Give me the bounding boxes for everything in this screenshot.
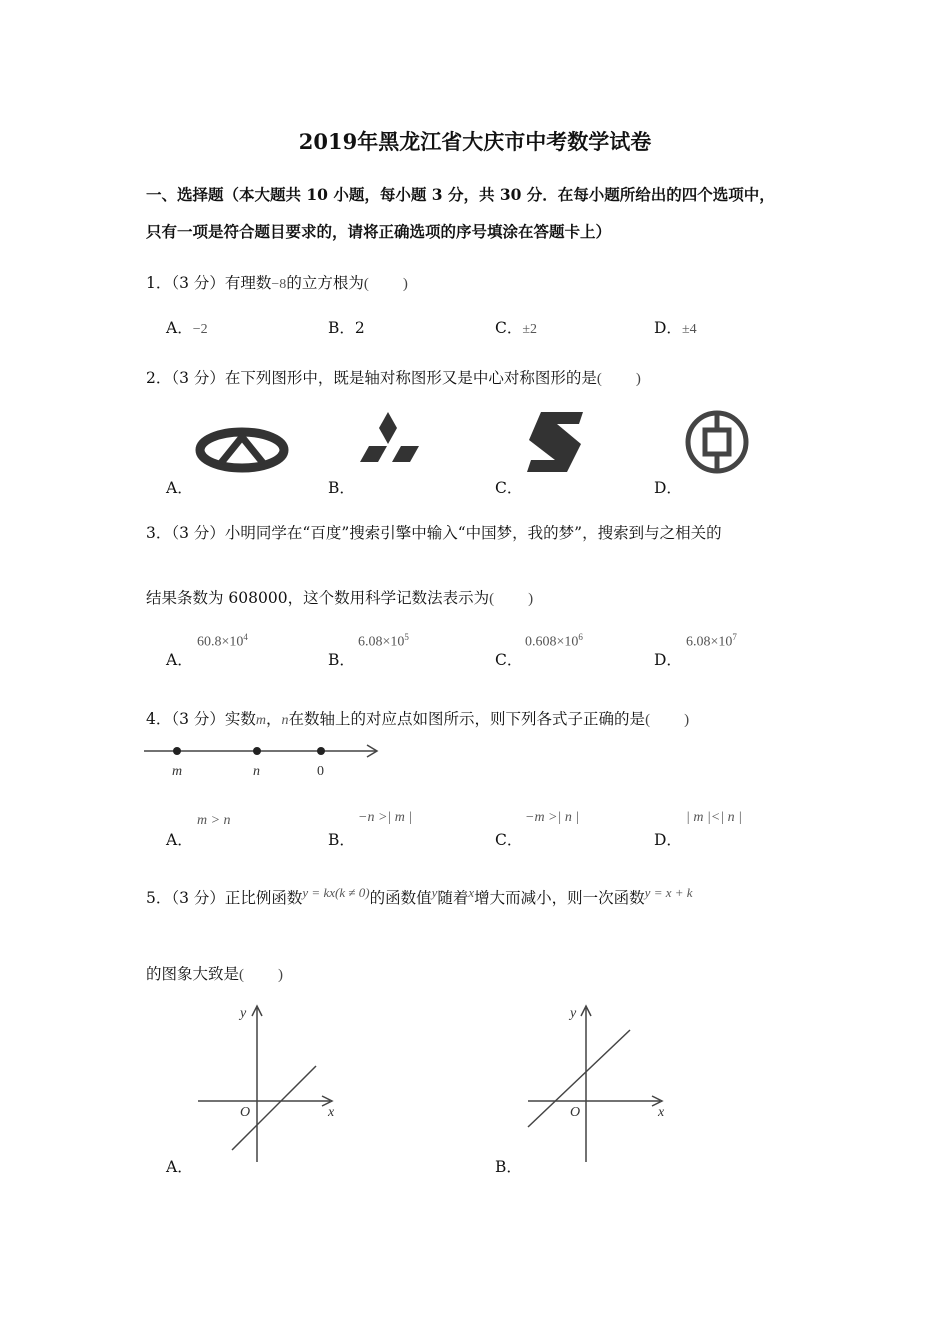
- q4-option-b-label[interactable]: B．: [328, 831, 355, 849]
- number-line-figure: [140, 738, 385, 780]
- q3-option-a-label[interactable]: A．: [166, 651, 193, 669]
- axis-label-zero: 0: [317, 764, 324, 779]
- svg-text:x: x: [658, 1105, 665, 1120]
- question-5-line1: 5．（3 分）正比例函数$^{y = kx(k \ne 0)}$的函数值$^y$随着$^x$增大而减小，则一次函数$^{y = x + k}$: [146, 885, 693, 907]
- q3-option-b-value: $6.08\times 10^5$: [358, 632, 409, 650]
- q2-option-a[interactable]: A．: [166, 479, 193, 497]
- question-2: 2．（3 分）在下列图形中，既是轴对称图形又是中心对称图形的是( ): [146, 369, 641, 387]
- question-3-line1: 3．（3 分）小明同学在“百度”搜索引擎中输入“中国梦，我的梦”，搜索到与之相关的: [146, 524, 722, 542]
- svg-text:y: y: [240, 1006, 247, 1021]
- question-1-stem: 1．（3 分）有理数: [146, 274, 272, 292]
- q3-option-d-value: $6.08\times 10^7$: [686, 632, 737, 650]
- q2-option-c[interactable]: C．: [495, 479, 523, 497]
- svg-text:O: O: [570, 1105, 581, 1120]
- q4-option-d-value: | m |<| n |: [686, 810, 742, 825]
- q3-option-d-label[interactable]: D．: [654, 651, 682, 669]
- q2-option-b[interactable]: B．: [328, 479, 355, 497]
- question-3-line2: 结果条数为 608000，这个数用科学记数法表示为( ): [146, 589, 534, 607]
- svg-text:y: y: [570, 1006, 577, 1021]
- coin-logo-figure: [683, 408, 751, 476]
- q5-option-b[interactable]: B．: [495, 1158, 522, 1176]
- q4-option-b-value: −n >| m |: [358, 810, 413, 825]
- q3-option-c-label[interactable]: C．: [495, 651, 523, 669]
- section-header-line1: 一、选择题（本大题共 10 小题，每小题 3 分，共 30 分．在每小题所给出的四个选项中，: [146, 185, 775, 204]
- infiniti-logo-figure: [195, 425, 290, 475]
- q4-option-a-label[interactable]: A．: [166, 831, 193, 849]
- axis-label-m: m: [172, 764, 183, 779]
- q1-option-a[interactable]: A．−2: [166, 319, 208, 337]
- svg-text:O: O: [240, 1105, 251, 1120]
- question-1: [146, 271, 408, 293]
- q2-option-d[interactable]: D．: [654, 479, 682, 497]
- question-1-number: −8: [271, 277, 287, 292]
- q4-option-c-value: −m >| n |: [525, 810, 580, 825]
- answer-blank-close: ): [402, 276, 408, 292]
- q4-option-a-value: m > n: [197, 813, 231, 828]
- mitsubishi-logo-figure: [356, 410, 420, 474]
- graph-b-figure: [520, 1000, 680, 1165]
- q3-option-a-value: $60.8\times 10^4$: [197, 632, 248, 650]
- axis-label-n: n: [253, 764, 260, 779]
- q1-option-b[interactable]: B．2: [328, 319, 365, 337]
- q1-option-d[interactable]: D．±4: [654, 319, 697, 337]
- graph-a-figure: [190, 1000, 350, 1165]
- q3-option-b-label[interactable]: B．: [328, 651, 355, 669]
- q1-option-c[interactable]: C．±2: [495, 319, 538, 337]
- question-4: 4．（3 分）实数m，n在数轴上的对应点如图所示，则下列各式子正确的是( ): [146, 710, 690, 728]
- point-n: [253, 747, 261, 755]
- question-1-tail: 的立方根为: [286, 274, 364, 292]
- svg-text:x: x: [328, 1105, 335, 1120]
- q5-option-a[interactable]: A．: [166, 1158, 193, 1176]
- suzuki-logo-figure: [523, 408, 587, 478]
- q4-option-c-label[interactable]: C．: [495, 831, 523, 849]
- q4-option-d-label[interactable]: D．: [654, 831, 682, 849]
- answer-blank-open: (: [363, 276, 369, 292]
- page-title: 2019年黑龙江省大庆市中考数学试卷: [298, 129, 652, 154]
- question-2-text: 2．（3 分）在下列图形中，既是轴对称图形又是中心对称图形的是: [146, 369, 597, 387]
- question-5-line2: 的图象大致是( ): [146, 965, 284, 983]
- section-header-line2: 只有一项是符合题目要求的，请将正确选项的序号填涂在答题卡上）: [146, 222, 612, 241]
- point-zero: [317, 747, 325, 755]
- point-m: [173, 747, 181, 755]
- q3-option-c-value: $0.608\times 10^6$: [525, 632, 583, 650]
